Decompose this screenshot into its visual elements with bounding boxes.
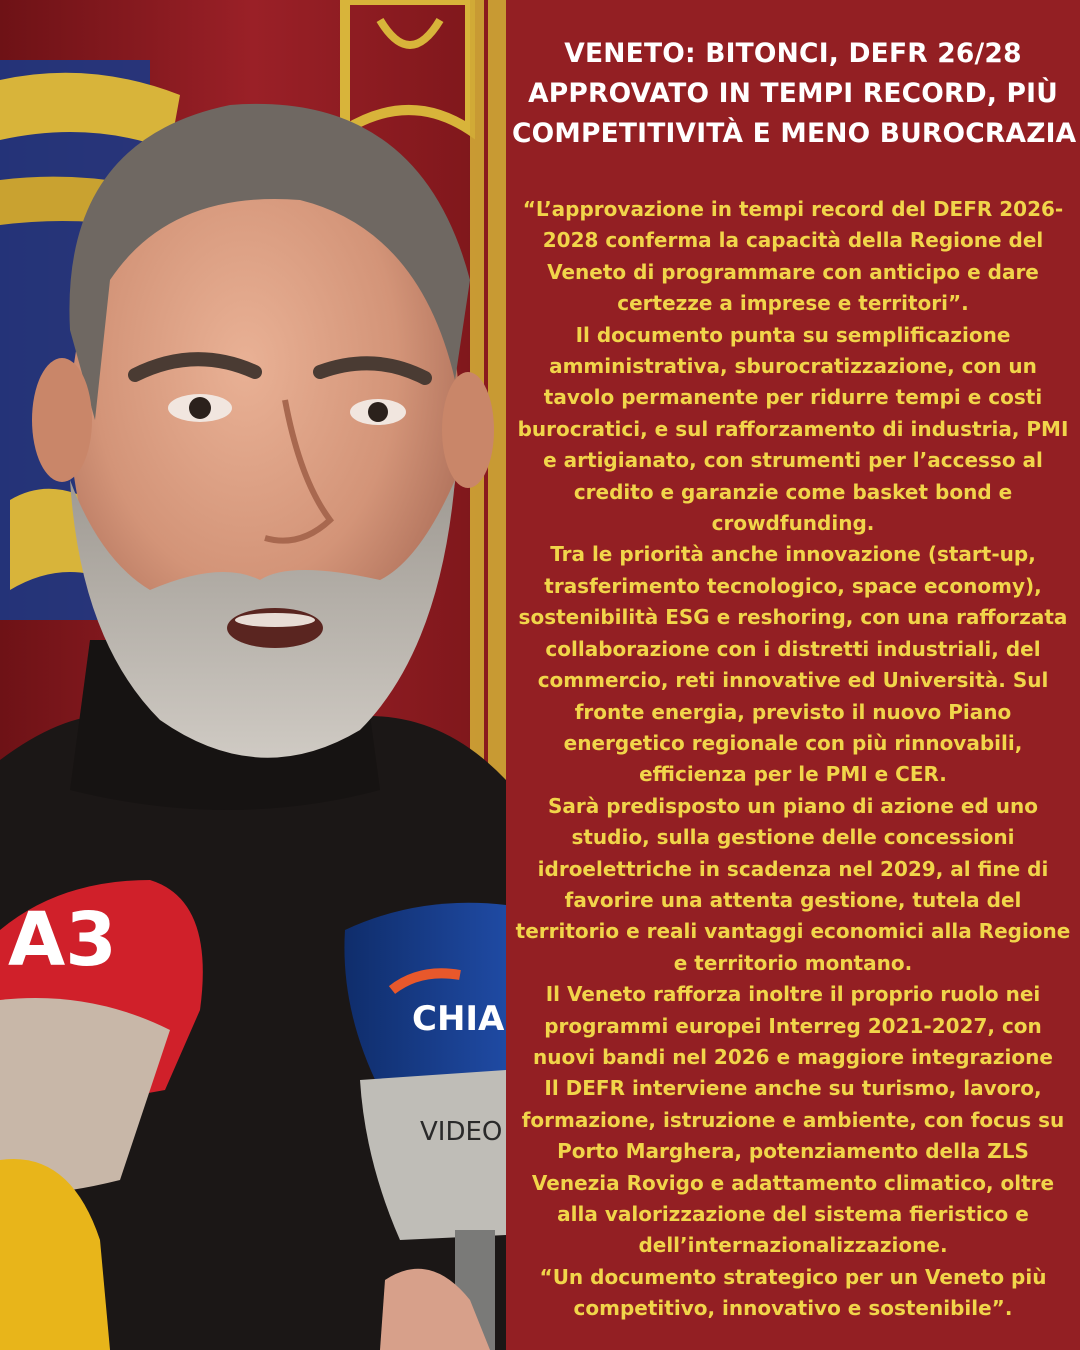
body-line: idroelettriche in scadenza nel 2029, al fine di <box>537 856 1049 881</box>
body-line: energetico regionale con più rinnovabili, <box>563 730 1023 755</box>
body-line: burocratici, e sul rafforzamento di industria, PMI <box>517 416 1069 441</box>
body-line: alla valorizzazione del sistema fieristico e <box>557 1202 1029 1226</box>
body-line: territorio e reali vantaggi economici alla Regione <box>515 919 1071 944</box>
body-line: e artigianato, con strumenti per l’accesso al <box>543 448 1043 473</box>
body-line: credito e garanzie come basket bond e <box>573 479 1013 504</box>
body-line: dell’internazionalizzazione. <box>638 1233 948 1258</box>
body-line: programmi europei Interreg 2021-2027, con <box>544 1013 1042 1038</box>
body-line: Veneto di programmare con anticipo e dare <box>547 259 1039 284</box>
body-line: nuovi bandi nel 2026 e maggiore integrazione <box>533 1044 1053 1069</box>
body-line: collaborazione con i distretti industriali, del <box>545 636 1041 661</box>
mic-logo-video: VIDEO <box>420 1117 503 1147</box>
headline <box>512 34 1077 154</box>
text-panel <box>506 0 1080 1350</box>
body-line: Sarà predisposto un piano di azione ed uno <box>547 793 1038 818</box>
headline-line: APPROVATO IN TEMPI RECORD, PIÙ <box>528 78 1058 109</box>
body-line: studio, sulla gestione delle concessioni <box>571 825 1015 850</box>
body-line: tavolo permanente per ridurre tempi e costi <box>543 385 1043 410</box>
body-line: efficienza per le PMI e CER. <box>639 762 947 787</box>
body-line: 2028 conferma la capacità della Regione del <box>542 228 1044 253</box>
headline-line: COMPETITIVITÀ E MENO BUROCRAZIA <box>512 118 1077 149</box>
body-line: “Un documento strategico per un Veneto più <box>539 1264 1047 1289</box>
body-line: fronte energia, previsto il nuovo Piano <box>574 699 1012 724</box>
body-line: “L’approvazione in tempi record del DEFR 2026- <box>522 197 1064 221</box>
body-line: Porto Marghera, potenziamento della ZLS <box>557 1139 1029 1164</box>
body-line: amministrativa, sburocratizzazione, con un <box>549 354 1037 379</box>
mic-logo-a3: A3 <box>8 897 117 983</box>
body-line: certezze a imprese e territori”. <box>617 291 969 316</box>
body-line: sostenibilità ESG e reshoring, con una rafforzata <box>518 605 1068 630</box>
body-line: Il documento punta su semplificazione <box>575 322 1011 347</box>
body-line: e territorio montano. <box>673 950 913 975</box>
body-line: formazione, istruzione e ambiente, con focus su <box>521 1107 1065 1132</box>
body-line: Venezia Rovigo e adattamento climatico, oltre <box>531 1170 1055 1195</box>
mic-logo-chia: CHIA <box>412 999 505 1039</box>
body-line: competitivo, innovativo e sostenibile”. <box>573 1296 1013 1321</box>
body-line: commercio, reti innovative ed Università. Sul <box>537 668 1049 693</box>
speaker-photo <box>0 0 506 1350</box>
body-line: Il DEFR interviene anche su turismo, lavoro, <box>544 1076 1042 1101</box>
body-line: Tra le priorità anche innovazione (start-up, <box>550 542 1036 567</box>
headline-line: VENETO: BITONCI, DEFR 26/28 <box>564 38 1022 69</box>
body-line: trasferimento tecnologico, space economy), <box>544 573 1042 598</box>
body-line: crowdfunding. <box>711 511 875 536</box>
body-line: favorire una attenta gestione, tutela del <box>564 887 1022 912</box>
body-line: Il Veneto rafforza inoltre il proprio ruolo nei <box>545 982 1041 1007</box>
article-body <box>512 194 1074 1325</box>
